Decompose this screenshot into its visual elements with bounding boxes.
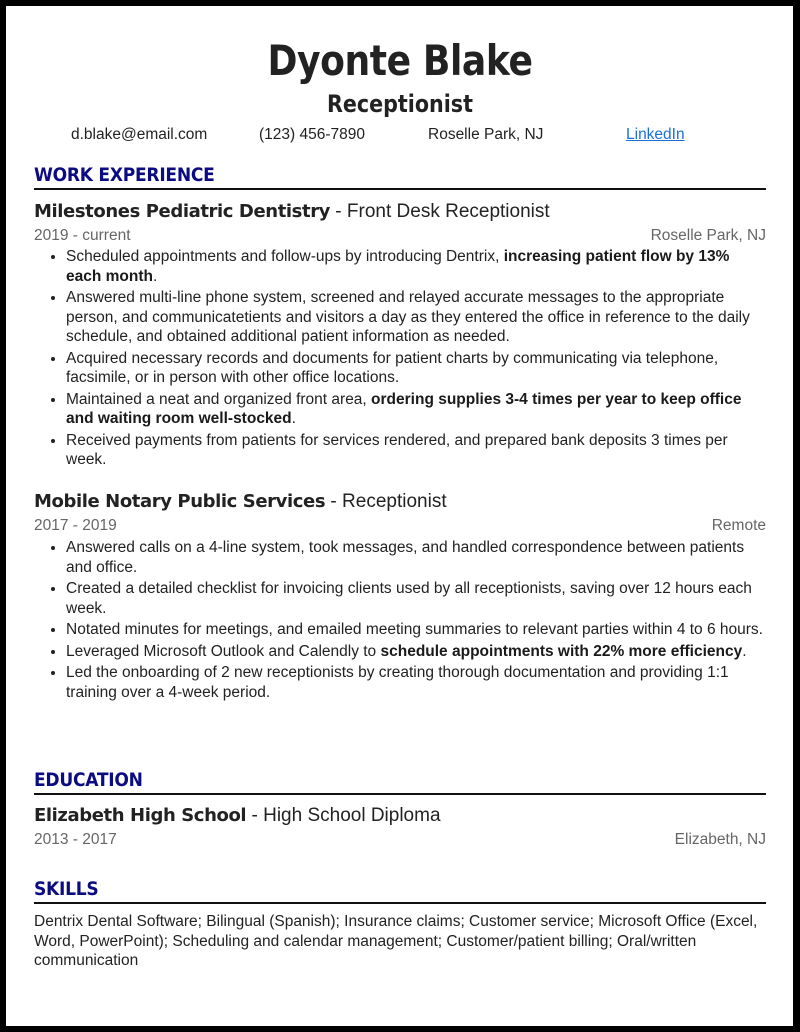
- list-item: • Answered calls on a 4-line system, took messages, and handled correspondence between patients and office.: [66, 538, 766, 577]
- job-role: Front Desk Receptionist: [346, 201, 550, 222]
- job-bullets: [34, 247, 766, 472]
- skills-text: Dentrix Dental Software; Bilingual (Spanish); Insurance claims; Customer service; Microsoft Office (Excel, Word, PowerPoint); Scheduling and calendar management; Customer/patient billing; Oral/written communication: [34, 913, 758, 969]
- degree: High School Diploma: [263, 805, 441, 826]
- list-item: • Led the onboarding of 2 new receptionists by creating thorough documentation and providing 1:1 training over a 4-week period.: [66, 663, 766, 702]
- job-location: Remote: [711, 517, 766, 534]
- section-heading-work-experience: WORK EXPERIENCE: [34, 164, 766, 190]
- list-item: • Acquired necessary records and documents for patient charts by communicating via telephone, facsimile, or in person with other office locations.: [66, 349, 766, 388]
- resume-page: [6, 6, 793, 1026]
- contact-email: d.blake@email.com: [71, 126, 208, 143]
- education-heading: Elizabeth High School - High School Diploma: [34, 805, 441, 826]
- list-item: • Created a detailed checklist for invoicing clients used by all receptionists, saving over 12 hours each week.: [66, 579, 766, 618]
- linkedin-link[interactable]: LinkedIn: [626, 126, 685, 143]
- school-name: Elizabeth High School: [34, 805, 247, 826]
- list-item: • Leveraged Microsoft Outlook and Calendly to schedule appointments with 22% more efficiency.: [66, 642, 766, 662]
- company-name: Milestones Pediatric Dentistry: [34, 201, 331, 222]
- education-dates: 2013 - 2017: [34, 831, 117, 848]
- job-role: Receptionist: [342, 491, 447, 512]
- section-heading-skills: SKILLS: [34, 878, 766, 904]
- list-item: • Received payments from patients for services rendered, and prepared bank deposits 3 times per week.: [66, 431, 766, 470]
- contact-row: [34, 126, 766, 146]
- job-bullets: [34, 538, 766, 704]
- job-heading: Mobile Notary Public Services - Receptionist: [34, 491, 447, 512]
- contact-phone: (123) 456-7890: [259, 126, 365, 143]
- job-location: Roselle Park, NJ: [650, 227, 766, 244]
- list-item: • Answered multi-line phone system, screened and relayed accurate messages to the appropriate person, and communicatetients and visitors a day as they entered the office in reference to the daily schedule, and obtained additional patient information as needed.: [66, 288, 766, 347]
- list-item: • Scheduled appointments and follow-ups by introducing Dentrix, increasing patient flow by 13% each month.: [66, 247, 766, 286]
- education-meta: [34, 831, 766, 851]
- list-item: • Notated minutes for meetings, and emailed meeting summaries to relevant parties within 4 to 6 hours.: [66, 620, 766, 640]
- job-dates: 2017 - 2019: [34, 517, 117, 534]
- education-location: Elizabeth, NJ: [674, 831, 766, 848]
- candidate-name: Dyonte Blake: [267, 36, 533, 85]
- job-meta: [34, 517, 766, 537]
- section-heading-education: EDUCATION: [34, 769, 766, 795]
- contact-location: Roselle Park, NJ: [428, 126, 544, 143]
- list-item: • Maintained a neat and organized front area, ordering supplies 3-4 times per year to keep office and waiting room well-stocked.: [66, 390, 766, 429]
- job-heading: Milestones Pediatric Dentistry - Front Desk Receptionist: [34, 201, 550, 222]
- job-dates: 2019 - current: [34, 227, 131, 244]
- candidate-title: Receptionist: [327, 90, 473, 118]
- job-meta: [34, 227, 766, 247]
- company-name: Mobile Notary Public Services: [34, 491, 326, 512]
